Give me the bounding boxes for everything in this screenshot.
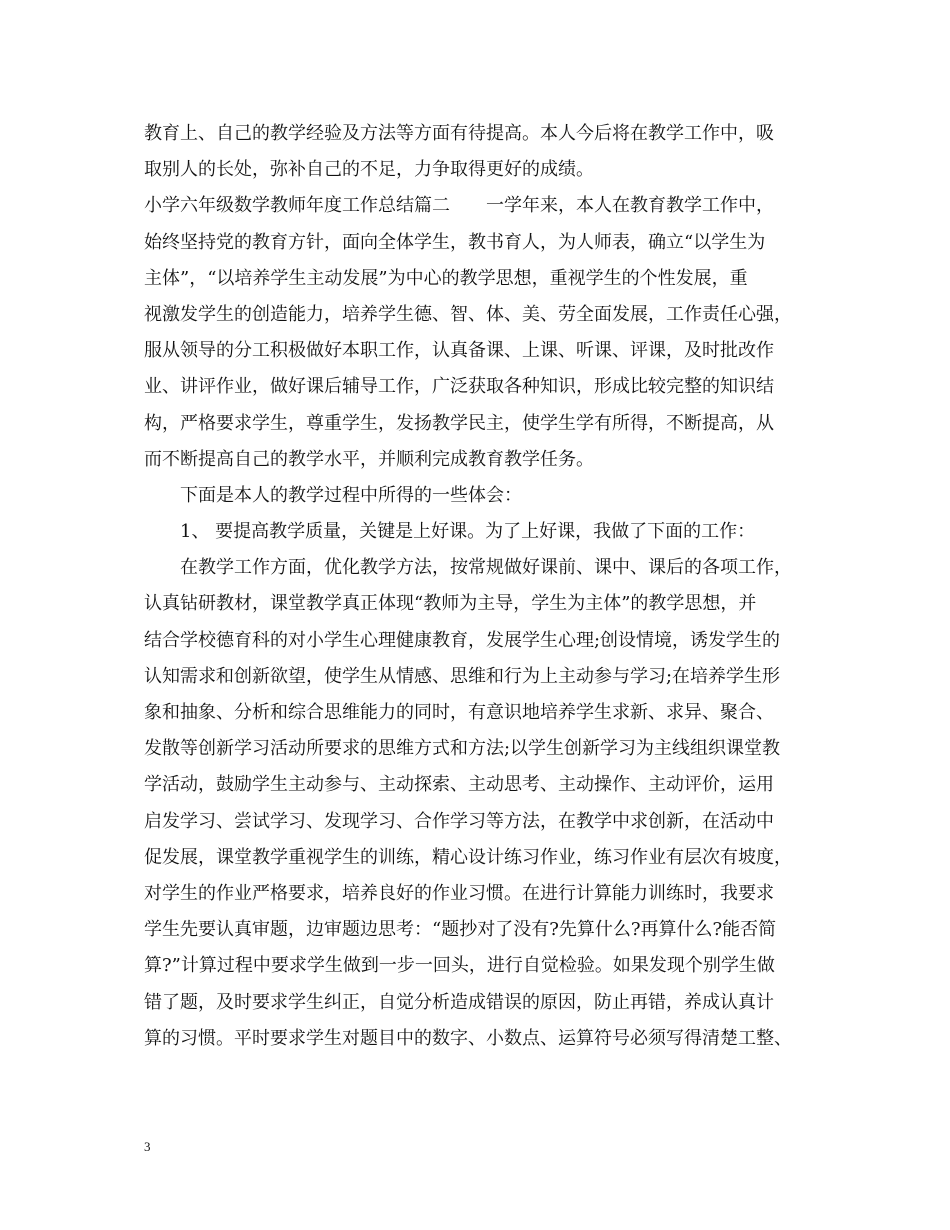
text-line: 结合学校德育科的对小学生心理健康教育，发展学生心理;创设情境，诱发学生的 xyxy=(144,629,781,651)
text-line: 教育上、自己的教学经验及方法等方面有待提高。本人今后将在教学工作中，吸 xyxy=(144,123,774,144)
text-line: 视激发学生的创造能力，培养学生德、智、体、美、劳全面发展，工作责任心强， xyxy=(144,303,792,325)
text-line: 取别人的长处，弥补自己的不足，力争取得更好的成绩。 xyxy=(144,159,594,181)
text-line: 下面是本人的教学过程中所得的一些体会： xyxy=(144,484,522,506)
text-line: 发散等创新学习活动所要求的思维方式和方法;以学生创新学习为主线组织课堂教 xyxy=(144,738,781,760)
text-line: 对学生的作业严格要求，培养良好的作业习惯。在进行计算能力训练时，我要求 xyxy=(144,882,774,904)
text-line: 促发展，课堂教学重视学生的训练，精心设计练习作业，练习作业有层次有坡度， xyxy=(144,846,792,868)
text-line: 认知需求和创新欲望，使学生从情感、思维和行为上主动参与学习;在培养学生形 xyxy=(144,665,781,687)
text-line: 认真钻研教材，课堂教学真正体现“教师为主导，学生为主体”的教学思想，并 xyxy=(144,593,757,615)
document-body xyxy=(144,116,814,1057)
text-line: 学生先要认真审题，边审题边思考：“题抄对了没有?先算什么?再算什么?能否简 xyxy=(144,919,777,941)
text-line: 算?”计算过程中要求学生做到一步一回头，进行自觉检验。如果发现个别学生做 xyxy=(144,955,775,977)
text-line: 而不断提高自己的教学水平，并顺利完成教育教学任务。 xyxy=(144,448,594,470)
text-line: 服从领导的分工积极做好本职工作，认真备课、上课、听课、评课，及时批改作 xyxy=(144,340,774,362)
text-line: 算的习惯。平时要求学生对题目中的数字、小数点、运算符号必须写得清楚工整、 xyxy=(144,1027,792,1049)
text-line: 象和抽象、分析和综合思维能力的同时，有意识地培养学生求新、求异、聚合、 xyxy=(144,702,774,723)
text-line: 始终坚持党的教育方针，面向全体学生，教书育人，为人师表，确立“以学生为 xyxy=(144,231,766,253)
text-line: 启发学习、尝试学习、发现学习、合作学习等方法，在教学中求创新，在活动中 xyxy=(144,810,774,832)
text-line: 业、讲评作业，做好课后辅导工作，广泛获取各种知识，形成比较完整的知识结 xyxy=(144,376,774,398)
text-line: 学活动，鼓励学生主动参与、主动探索、主动思考、主动操作、主动评价，运用 xyxy=(144,774,774,796)
numbered-item-line: 1、 要提高教学质量，关键是上好课。为了上好课，我做了下面的工作： xyxy=(144,521,756,543)
page-number: 3 xyxy=(144,1139,151,1154)
text-line: 在教学工作方面，优化教学方法，按常规做好课前、课中、课后的各项工作， xyxy=(144,557,792,579)
section-heading-line: 小学六年级数学教师年度工作总结篇二 一学年来，本人在教育教学工作中， xyxy=(144,195,774,217)
text-line: 主体”，“以培养学生主动发展”为中心的教学思想，重视学生的个性发展，重 xyxy=(144,267,748,289)
text-line: 构，严格要求学生，尊重学生，发扬教学民主，使学生学有所得，不断提高，从 xyxy=(144,412,774,434)
text-line: 错了题，及时要求学生纠正，自觉分析造成错误的原因，防止再错，养成认真计 xyxy=(144,991,774,1013)
